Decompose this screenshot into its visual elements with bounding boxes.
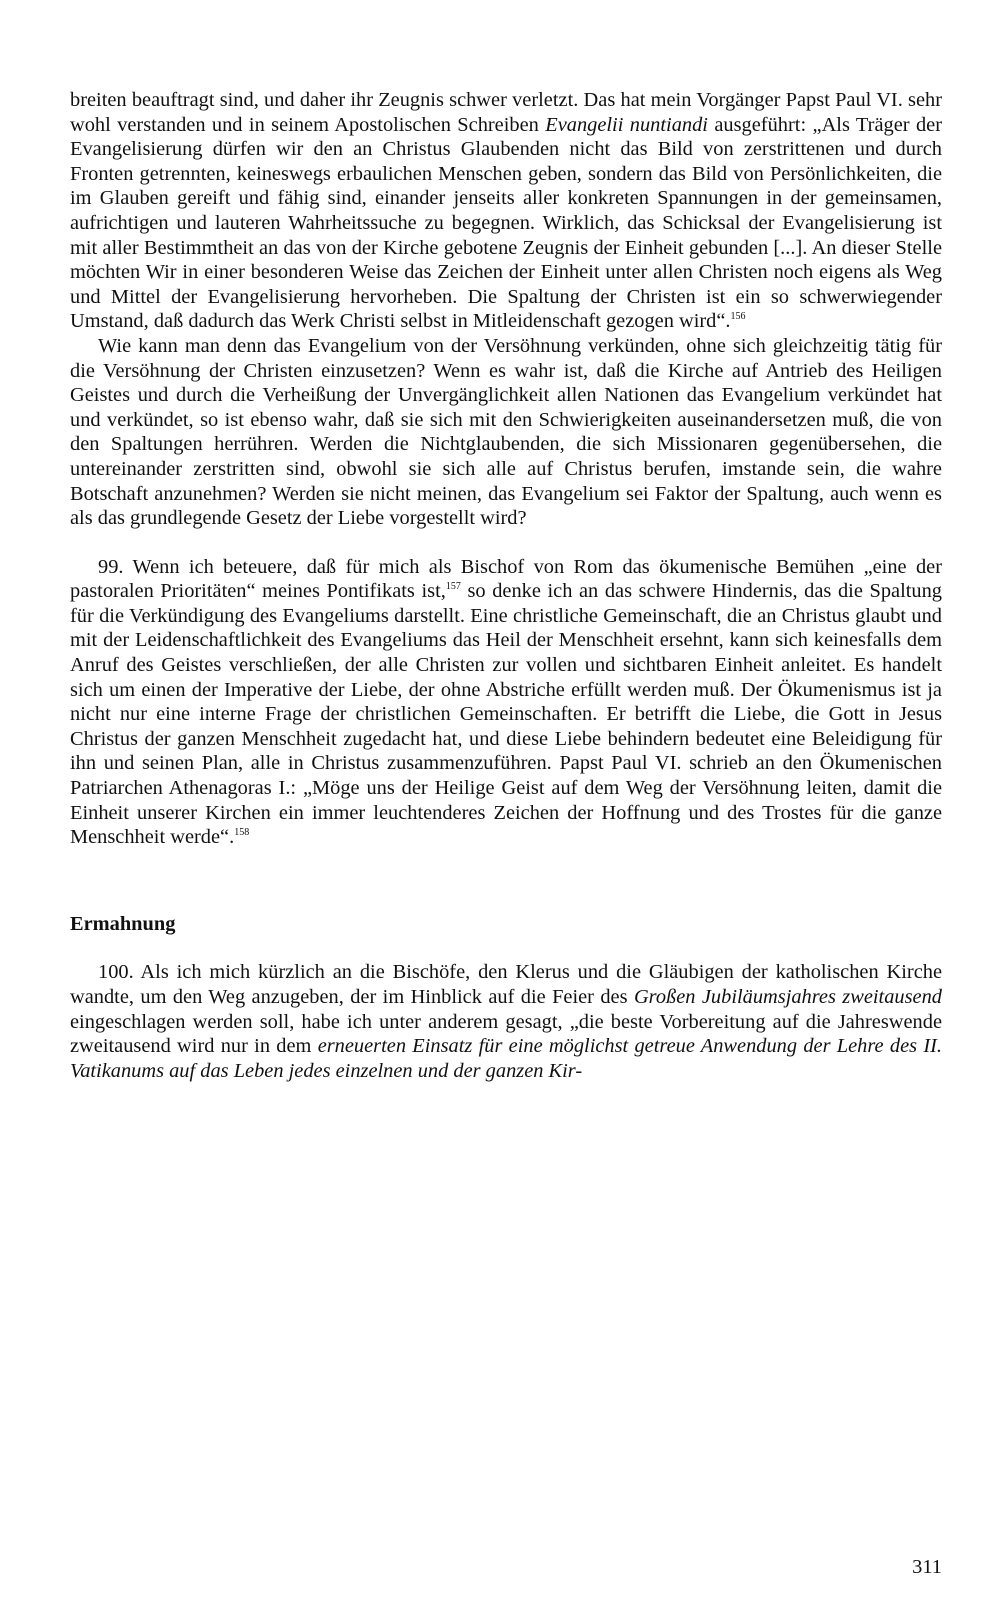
text-run: ausgeführt: „Als Träger der Evangelisierung dürfen wir den an Christus Glaubenden nicht das Bild von zerstrittenen und durch Fronten getrennten, keineswegs erbaulichen Menschen geben, sondern das Bild von Persönlichkeiten, die im Glauben gereift und fähig sind, einander jenseits aller konkreten Spannungen in der gemeinsamen, aufrichtigen und lauteren Wahrheitssuche zu begegnen. Wirklich, das Schicksal der Evangelisierung ist mit aller Bestimmtheit an das von der Kirche gebotene Zeugnis der Einheit gebunden [...]. An dieser Stelle möchten Wir in einer besonderen Weise das Zeichen der Einheit unter allen Christen noch eigens als Weg und Mittel der Evangelisierung hervorheben. Die Spaltung der Christen ist ein so schwerwiegender Umstand, daß dadurch das Werk Christi selbst in Mitleidenschaft gezogen wird“. [70,113,942,333]
page-body [70,88,942,1083]
text-run: so denke ich an das schwere Hindernis, das die Spaltung für die Verkündigung des Evangeliums darstellt. Eine christliche Gemeinschaft, die an Christus glaubt und mit der Leidenschaftlichkeit des Evangeliums das Heil der Menschheit ersehnt, kann sich keinesfalls dem Anruf des Geistes verschließen, der alle Christen zur vollen und sichtbaren Einheit anleitet. Es handelt sich um einen der Imperative der Liebe, der ohne Abstriche erfüllt werden muß. Der Ökumenismus ist ja nicht nur eine interne Frage der christlichen Gemeinschaften. Er betrifft die Liebe, die Gott in Jesus Christus der ganzen Menschheit zugedacht hat, und diese Liebe behindern bedeutet eine Beleidigung für ihn und seinen Plan, alle in Christus zusammenzuführen. Papst Paul VI. schrieb an den Ökumenischen Patriarchen Athenagoras I.: „Möge uns der Heilige Geist auf dem Weg der Versöhnung leiten, damit die Einheit unserer Kirchen ein immer leuchtenderes Zeichen der Hoffnung und des Trostes für die ganze Menschheit werde“. [70,580,942,849]
paragraph-continuation [70,88,942,334]
paragraph-100 [70,960,942,1083]
text-run: 100. Als ich mich kürzlich an die Bischöfe, den Klerus und die Gläubigen der katholischen Kirche wandte, um den Weg anzugeben, der im Hinblick auf die Feier des [70,961,942,1008]
paragraph-99 [70,555,942,850]
paragraph-reconciliation: Wie kann man denn das Evangelium von der Versöhnung verkünden, ohne sich gleichzeitig tätig für die Versöhnung der Christen einzusetzen? Wenn es wahr ist, daß die Kirche auf Antrieb des Heiligen Geistes und durch die Verheißung der Unvergänglichkeit allen Nationen das Evangelium verkündet hat und verkündet, so ist ebenso wahr, daß sie sich mit den Schwierigkeiten auseinandersetzen muß, die von den Spaltungen herrühren. Werden die Nichtglaubenden, die sich Missionaren gegenübersehen, die untereinander zerstritten sind, obwohl sie sich alle auf Christus berufen, imstande sein, die wahre Botschaft anzunehmen? Werden sie nicht meinen, das Evangelium sei Faktor der Spaltung, auch wenn es als das grundlegende Gesetz der Liebe vorgestellt wird? [70,334,942,530]
footnote-ref-158: 158 [234,827,250,839]
section-heading: Ermahnung [70,912,176,935]
footnote-ref-156: 156 [730,311,746,323]
text-run: eingeschlagen werden soll, habe ich unter anderem gesagt, „die beste Vorbereitung auf die Jahreswende zweitausend wird nur in dem [70,1010,942,1058]
work-title: Evangelii nuntiandi [545,113,708,136]
page-number: 311 [912,1556,942,1578]
emphasis-jubilee: Großen Jubiläumsjahres zweitausend [633,986,942,1008]
footnote-ref-157: 157 [445,581,461,593]
text-run: breiten beauftragt sind, und daher ihr Zeugnis schwer verletzt. Das hat mein Vorgänger Papst Paul VI. sehr wohl verstanden und in seinem Apostolischen Schreiben [70,89,942,136]
emphasis-quote: erneuerten Einsatz für eine möglichst getreue Anwendung der Lehre des II. Vatikanums auf das Leben jedes einzelnen und der ganzen Kir- [70,1035,943,1082]
text-run: 99. Wenn ich beteuere, daß für mich als Bischof von Rom das ökumenische Bemühen „eine der pastoralen Prioritäten“ meines Pontifikats ist, [70,555,942,603]
